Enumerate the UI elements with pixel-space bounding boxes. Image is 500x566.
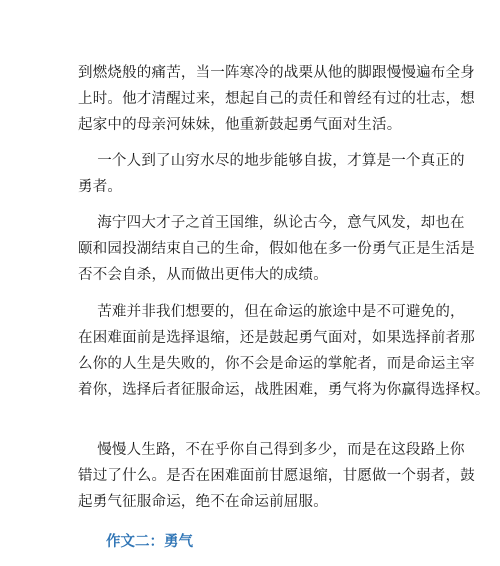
paragraph-line: 在困难面前是选择退缩，还是鼓起勇气面对，如果选择前者那 xyxy=(78,330,475,346)
paragraph-line: 颐和园投湖结束自己的生命，假如他在多一份勇气正是生活是 xyxy=(78,241,475,257)
paragraph-line: 起勇气征服命运，绝不在命运前屈服。 xyxy=(78,494,328,510)
paragraph-line: 起家中的母亲河妹妹，他重新鼓起勇气面对生活。 xyxy=(78,117,402,133)
paragraph-line: 苦难并非我们想要的，但在命运的旅途中是不可避免的， xyxy=(78,304,465,320)
paragraph-line: 么你的人生是失败的，你不会是命运的掌舵者，而是命运主宰 xyxy=(78,356,475,372)
paragraph-line: 到燃烧般的痛苦，当一阵寒冷的战栗从他的脚跟慢慢遍布全身 xyxy=(78,65,475,81)
paragraph-line: 错过了什么。是否在困难面前甘愿退缩，甘愿做一个弱者，鼓 xyxy=(78,468,475,484)
paragraph-5 xyxy=(78,437,475,515)
section-heading: 作文二：勇气 xyxy=(106,533,193,550)
paragraph-3 xyxy=(78,210,475,288)
paragraph-line: 一个人到了山穷水尽的地步能够自拔，才算是一个真正的 xyxy=(78,153,465,169)
paragraph-line: 否不会自杀，从而做出更伟大的成绩。 xyxy=(78,267,328,283)
paragraph-line: 着你，选择后者征服命运，战胜困难，勇气将为你赢得选择权。 xyxy=(78,382,490,398)
paragraph-line: 海宁四大才子之首王国维，纵论古今，意气风发，却也在 xyxy=(78,215,465,231)
paragraph-line: 慢慢人生路，不在乎你自己得到多少，而是在这段路上你 xyxy=(78,442,465,458)
paragraph-1 xyxy=(78,60,475,138)
paragraph-4 xyxy=(78,299,490,403)
paragraph-line: 上时。他才清醒过来，想起自己的责任和曾经有过的壮志，想 xyxy=(78,91,475,107)
paragraph-line: 勇者。 xyxy=(78,179,123,195)
paragraph-2 xyxy=(78,148,465,200)
